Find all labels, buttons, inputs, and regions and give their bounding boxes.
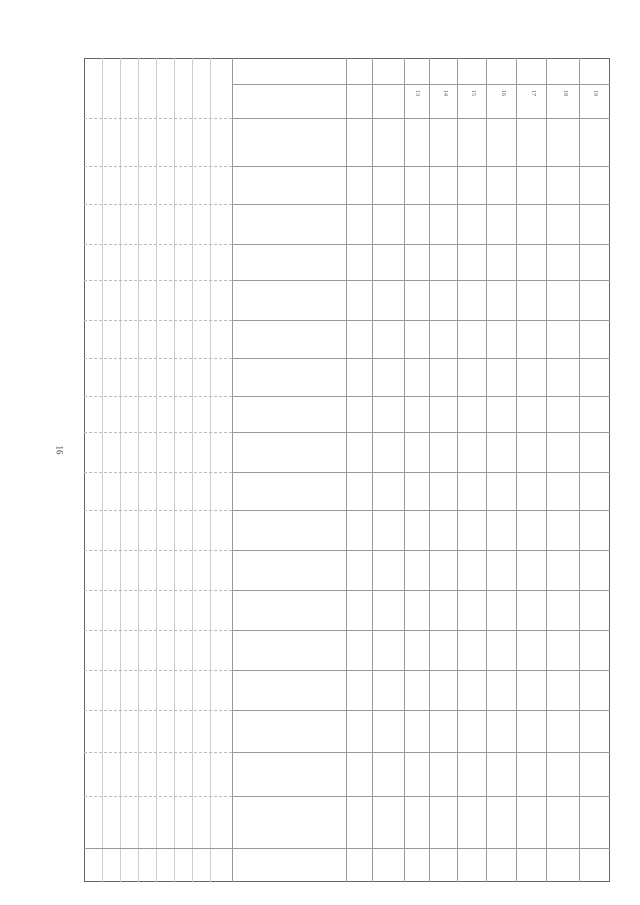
code-subcolumn xyxy=(192,58,193,882)
table-row xyxy=(232,118,610,119)
code-row xyxy=(84,166,232,167)
table-row xyxy=(232,244,610,245)
divider-unit-column xyxy=(372,58,373,882)
column-number: 18 xyxy=(562,90,568,96)
code-row xyxy=(84,710,232,711)
code-subcolumn xyxy=(138,58,139,882)
table-row xyxy=(232,710,610,711)
code-subcolumn xyxy=(102,58,103,882)
code-subcolumn xyxy=(120,58,121,882)
table-row xyxy=(232,550,610,551)
code-row xyxy=(84,590,232,591)
table-row xyxy=(232,590,610,591)
header-separator xyxy=(232,84,610,85)
table-row xyxy=(232,396,610,397)
table-border-left xyxy=(84,58,85,882)
column-number: 13 xyxy=(414,90,420,96)
table-row xyxy=(232,358,610,359)
page-number: 16 xyxy=(54,445,65,455)
table-row xyxy=(232,204,610,205)
code-row xyxy=(84,432,232,433)
divider-base-column xyxy=(404,58,405,882)
table-border-bottom xyxy=(84,881,610,882)
divider-year-2 xyxy=(457,58,458,882)
table-row xyxy=(232,796,610,797)
divider-year-6 xyxy=(579,58,580,882)
table-row xyxy=(232,670,610,671)
rotated-data-table xyxy=(84,58,610,882)
column-number: 16 xyxy=(500,90,506,96)
header-separator-bottom xyxy=(84,848,610,849)
table-row xyxy=(232,432,610,433)
code-row xyxy=(84,358,232,359)
divider-year-4 xyxy=(516,58,517,882)
code-subcolumn xyxy=(156,58,157,882)
table-row xyxy=(232,320,610,321)
table-border-right xyxy=(609,58,610,882)
code-row xyxy=(84,244,232,245)
divider-year-1 xyxy=(429,58,430,882)
code-subcolumn xyxy=(210,58,211,882)
code-row xyxy=(84,630,232,631)
divider-year-3 xyxy=(486,58,487,882)
divider-code-block xyxy=(232,58,233,882)
table-row xyxy=(232,280,610,281)
table-row xyxy=(232,472,610,473)
code-row xyxy=(84,280,232,281)
table-row xyxy=(232,752,610,753)
column-number: 17 xyxy=(530,90,536,96)
divider-year-5 xyxy=(546,58,547,882)
code-row xyxy=(84,472,232,473)
code-row xyxy=(84,396,232,397)
column-number: 15 xyxy=(470,90,476,96)
code-subcolumn xyxy=(174,58,175,882)
divider-description-block xyxy=(346,58,347,882)
table-row xyxy=(232,510,610,511)
code-row xyxy=(84,204,232,205)
code-row xyxy=(84,510,232,511)
column-number: 14 xyxy=(442,90,448,96)
code-row xyxy=(84,752,232,753)
table-border-top xyxy=(84,58,610,59)
column-number: 19 xyxy=(592,90,598,96)
code-row xyxy=(84,550,232,551)
table-row xyxy=(232,630,610,631)
table-row xyxy=(232,166,610,167)
code-row xyxy=(84,670,232,671)
code-row xyxy=(84,320,232,321)
code-row xyxy=(84,118,232,119)
code-row xyxy=(84,796,232,797)
